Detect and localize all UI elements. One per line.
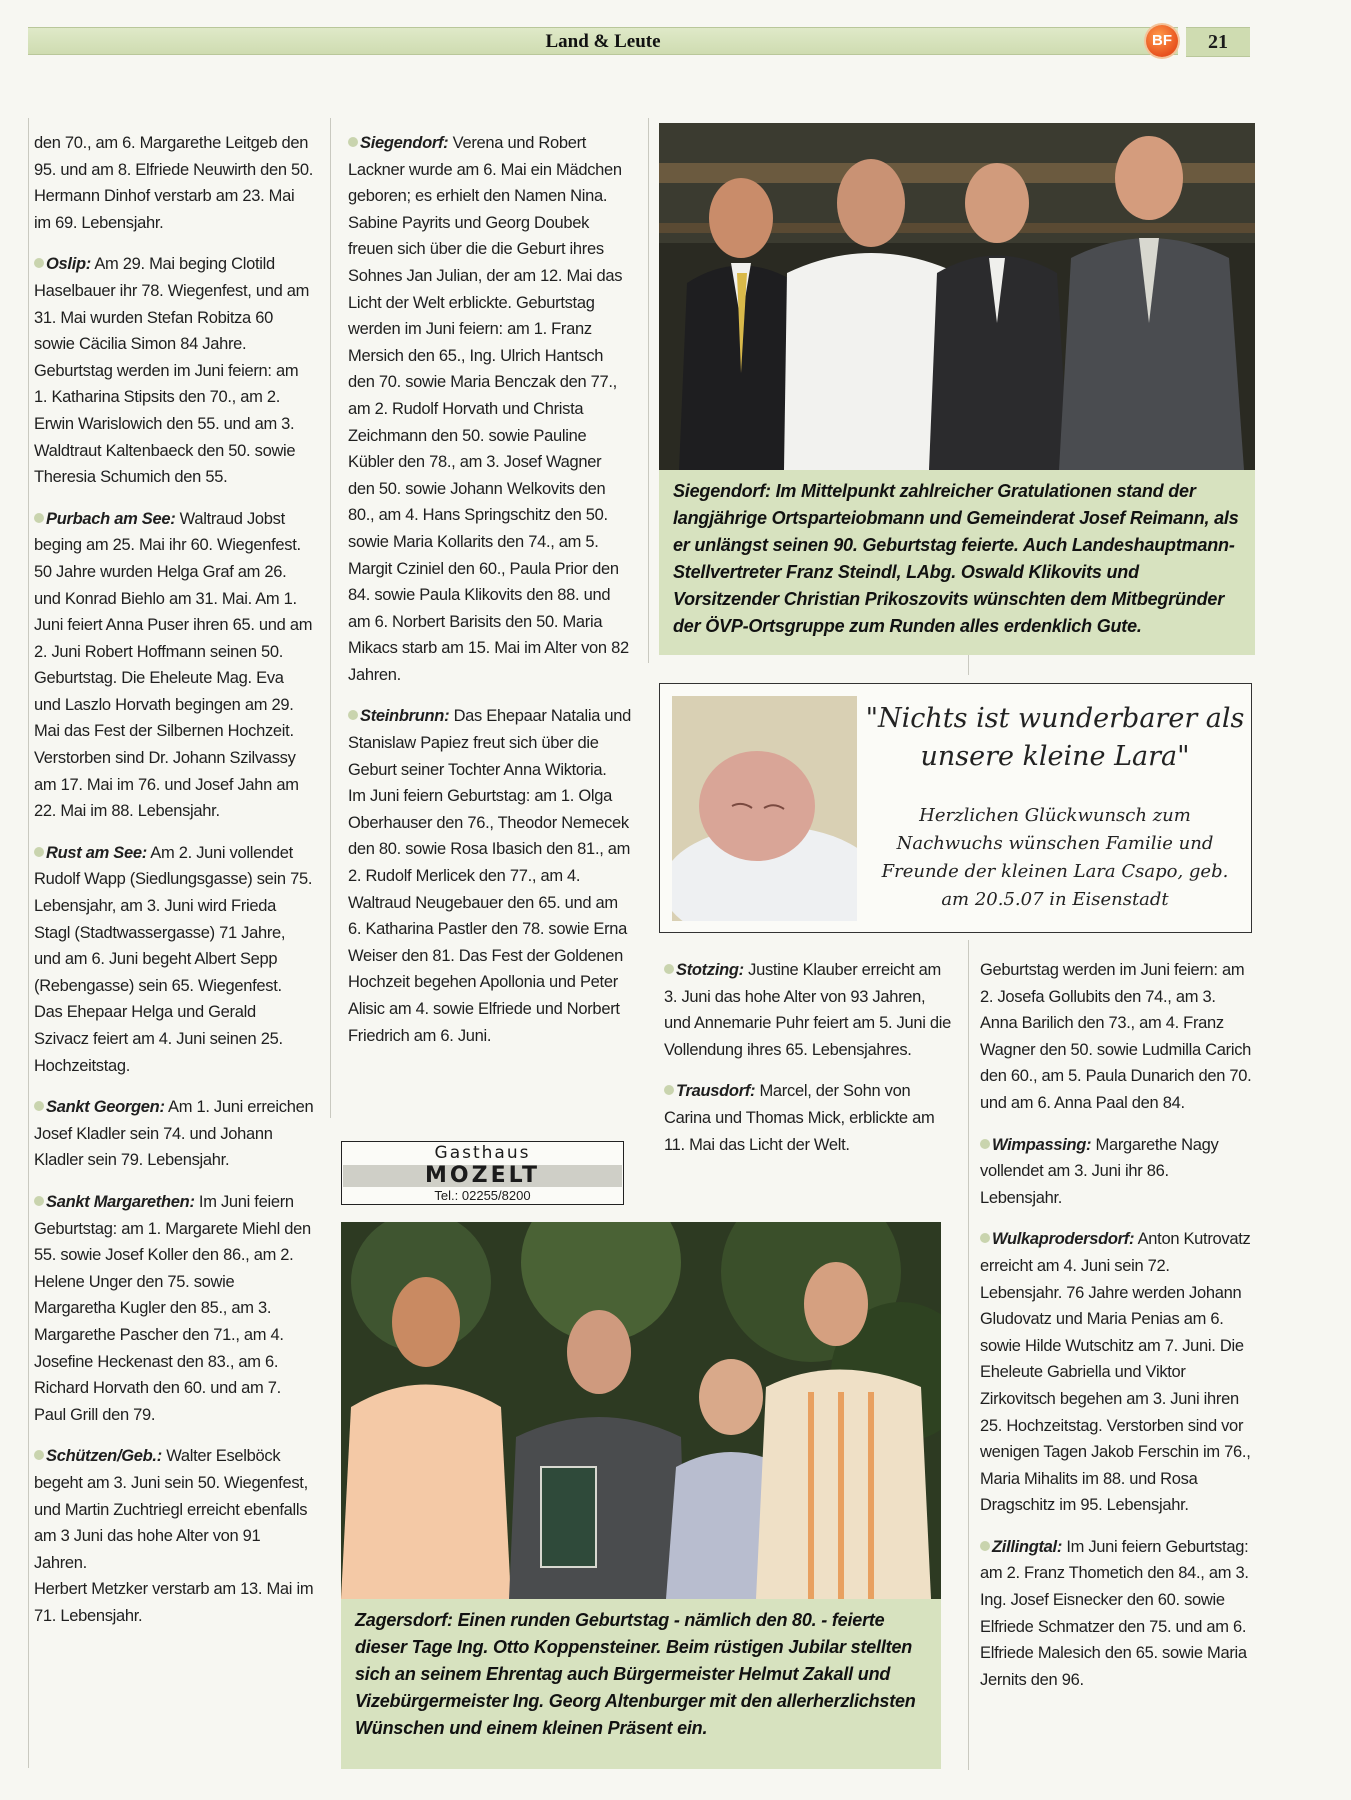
news-text: Am 29. Mai beging Clotild Haselbauer ihr 78. Wiegenfest, und am 31. Mai wurden Stefan Robitza 60 sowie Cäcilia Simon 84 Jahre. Geburtstag werden im Juni feiern: am 1. Katharina Stipsits den 70., am 2. Erwin Warislowich den 55. und am 3. Waldtraut Kaltenbaeck den 50. sowie Theresia Schumich den 55. bbox=[34, 255, 310, 487]
news-item bbox=[34, 840, 314, 1079]
ad-mozelt-phone: Tel.: 02255/8200 bbox=[434, 1188, 531, 1203]
news-item bbox=[34, 1576, 314, 1629]
news-item bbox=[34, 506, 314, 825]
lara-quote: "Nichts ist wunderbarer als unsere kleine Lara" bbox=[865, 703, 1245, 772]
place-name: Zillingtal: bbox=[992, 1537, 1063, 1556]
news-item bbox=[34, 251, 314, 490]
ad-gasthaus-mozelt bbox=[341, 1141, 624, 1205]
group-photo-illustration bbox=[659, 123, 1255, 470]
news-text: Herbert Metzker verstarb am 13. Mai im 71. Lebensjahr. bbox=[34, 1580, 314, 1625]
section-title: Land & Leute bbox=[545, 31, 661, 52]
bullet-dot-icon bbox=[664, 964, 674, 974]
news-item bbox=[664, 1078, 954, 1158]
news-text: Justine Klauber erreicht am 3. Juni das hohe Alter von 93 Jahren, und Annemarie Puhr feiert am 5. Juni die Vollendung ihres 65. Lebensjahres. bbox=[664, 961, 952, 1059]
news-text: Hermann Dinhof verstarb am 23. Mai im 69. Lebensjahr. bbox=[34, 187, 295, 232]
news-item bbox=[34, 130, 314, 183]
news-text: Anton Kutrovatz erreicht am 4. Juni sein 72. Lebensjahr. 76 Jahre werden Johann Gludovatz und Maria Penias am 6. sowie Hilde Wutschitz am 7. Juni. Die Eheleute Gabriella und Viktor Zirkovitsch begehen am 3. Juni ihren 25. Hochzeitstag. Verstorben sind vor wenigen Tagen Jakob Ferschin im 76., Maria Mihalits im 88. und Rosa Dragschitz im 95. Lebensjahr. bbox=[980, 1230, 1251, 1515]
photo-caption-siegendorf: Siegendorf: Im Mittelpunkt zahlreicher Gratulationen stand der langjährige Ortsparteiobmann und Gemeinderat Josef Reimann, als er unlängst seinen 90. Geburtstag feierte. Auch Landeshauptmann-Stellvertreter Franz Steindl, LAbg. Oswald Klikovits und Vorsitzender Christian Prikoszovits wünschten dem Mitbegründer der ÖVP-Ortsgruppe zum Runden alles erdenklich Gute. bbox=[659, 470, 1255, 655]
bullet-dot-icon bbox=[34, 513, 44, 523]
news-item bbox=[34, 1189, 314, 1428]
place-name: Purbach am See: bbox=[46, 509, 176, 528]
place-name: Siegendorf: bbox=[360, 134, 449, 152]
bullet-dot-icon bbox=[980, 1541, 990, 1551]
group-photo-illustration bbox=[341, 1222, 941, 1599]
column-rule bbox=[330, 118, 331, 1118]
news-item bbox=[664, 957, 954, 1063]
column-rule bbox=[28, 118, 29, 1768]
bullet-dot-icon bbox=[34, 1101, 44, 1111]
place-name: Schützen/Geb.: bbox=[46, 1447, 162, 1466]
page-number: 21 bbox=[1186, 27, 1250, 57]
place-name: Sankt Margarethen: bbox=[46, 1192, 195, 1211]
news-text: Marcel, der Sohn von Carina und Thomas Mick, erblickte am 11. Mai das Licht der Welt. bbox=[664, 1082, 935, 1154]
bullet-dot-icon bbox=[980, 1139, 990, 1149]
article-column-2 bbox=[348, 130, 632, 1064]
birth-announcement-lara bbox=[659, 683, 1252, 933]
bullet-dot-icon bbox=[34, 1450, 44, 1460]
news-text: Margarethe Nagy vollendet am 3. Juni ihr 86. Lebensjahr. bbox=[980, 1135, 1219, 1207]
news-item bbox=[980, 1226, 1255, 1519]
lara-wish-text: Herzlichen Glückwunsch zum Nachwuchs wünschen Familie und Freunde der kleinen Lara Csapo, geb. am 20.5.07 in Eisenstadt bbox=[881, 805, 1229, 910]
news-text: Walter Eselböck begeht am 3. Juni sein 50. Wiegenfest, und Martin Zuchtriegl erreicht ebenfalls am 3 Juni das hohe Alter von 91 Jahren. bbox=[34, 1447, 308, 1572]
place-name: Steinbrunn: bbox=[360, 707, 450, 726]
column-rule bbox=[968, 655, 969, 675]
bullet-dot-icon bbox=[34, 1196, 44, 1206]
news-text: Im Juni feiern Geburtstag: am 1. Margarete Miehl den 55. sowie Josef Koller den 86., am 2. Helene Unger den 75. sowie Margaretha Kugler den 85., am 3. Margarethe Pascher den 71., am 4. Josefine Heckenast den 83., am 6. Richard Horvath den 60. und am 7. Paul Grill den 79. bbox=[34, 1192, 311, 1424]
photo-siegendorf-group bbox=[659, 123, 1255, 470]
news-item bbox=[348, 703, 632, 783]
news-text: Waltraud Jobst beging am 25. Mai ihr 60. Wiegenfest. 50 Jahre wurden Helga Graf am 26. und Konrad Biehlo am 31. Mai. Am 1. Juni feiert Anna Puser ihren 65. und am 2. Juni Robert Hoffmann seinen 50. Geburtstag. Die Eheleute Mag. Eva und Laszlo Horvath begingen am 29. Mai das Fest der Silbernen Hochzeit. Verstorben sind Dr. Johann Szilvassy am 17. Mai im 76. und Josef Jahn am 22. Mai im 88. Lebensjahr. bbox=[34, 509, 313, 821]
place-name: Rust am See: bbox=[46, 843, 147, 862]
article-column-3 bbox=[664, 957, 954, 1173]
ad-mozelt-name: MOZELT bbox=[343, 1165, 622, 1187]
news-text: den 70., am 6. Margarethe Leitgeb den 95. und am 8. Elfriede Neuwirth den 50. bbox=[34, 134, 314, 179]
news-text: Im Juni feiern Geburtstag: am 1. Olga Oberhauser den 76., Theodor Nemecek den 80. sowie Rosa Ibasich den 81., am 2. Rudolf Merlicek den 77., am 4. Waltraud Neugebauer den 65. und am 6. Katharina Pastler den 78. sowie Erna Weiser den 81. Das Fest der Goldenen Hochzeit begehen Apollonia und Peter Alisic am 4. sowie Elfriede und Norbert Friedrich am 6. Juni. bbox=[348, 787, 631, 1045]
column-rule bbox=[968, 940, 969, 1770]
place-name: Wulkaprodersdorf: bbox=[992, 1230, 1135, 1249]
news-text: Im Juni feiern Geburtstag: am 2. Franz Thometich den 84., am 3. Ing. Josef Eisnecker den 60. sowie Elfriede Schmatzer den 75. und am 6. Elfriede Malesich den 65. sowie Maria Jernits den 96. bbox=[980, 1537, 1249, 1689]
news-item bbox=[348, 783, 632, 1049]
news-item bbox=[34, 183, 314, 236]
news-item bbox=[348, 130, 632, 688]
baby-photo bbox=[672, 696, 857, 921]
bullet-dot-icon bbox=[348, 710, 358, 720]
place-name: Trausdorf: bbox=[676, 1082, 756, 1101]
bf-logo: BF bbox=[1146, 25, 1178, 57]
ad-mozelt-line1: Gasthaus bbox=[434, 1143, 531, 1163]
photo-caption-zagersdorf: Zagersdorf: Einen runden Geburtstag - nämlich den 80. - feierte dieser Tage Ing. Otto Koppensteiner. Beim rüstigen Jubilar stellten sich an seinem Ehrentag auch Bürgermeister Helmut Zakall und Vizebürgermeister Ing. Georg Altenburger mit den allerherzlichsten Wünschen und einem kleinen Präsent ein. bbox=[341, 1599, 941, 1769]
news-text: Am 2. Juni vollendet Rudolf Wapp (Siedlungsgasse) sein 75. Lebensjahr, am 3. Juni wird Frieda Stagl (Stadtwassergasse) 71 Jahre, und am 6. Juni begeht Albert Sepp (Rebengasse) sein 65. Wiegenfest. Das Ehepaar Helga und Gerald Szivacz feiert am 4. Juni seinen 25. Hochzeitstag. bbox=[34, 843, 313, 1075]
news-text: Am 1. Juni erreichen Josef Kladler sein 74. und Johann Kladler sein 79. Lebensjahr. bbox=[34, 1098, 314, 1170]
article-column-1 bbox=[34, 130, 314, 1644]
section-header-bar bbox=[28, 27, 1178, 55]
news-text: Das Ehepaar Natalia und Stanislaw Papiez freut sich über die Geburt seiner Tochter Anna Wiktoria. bbox=[348, 707, 632, 779]
news-item bbox=[980, 1534, 1255, 1694]
place-name: Stotzing: bbox=[676, 961, 744, 979]
bullet-dot-icon bbox=[348, 137, 358, 147]
news-item bbox=[980, 1132, 1255, 1212]
baby-photo-illustration bbox=[672, 696, 857, 921]
article-column-4 bbox=[980, 957, 1255, 1708]
column-rule bbox=[648, 118, 649, 663]
place-name: Sankt Georgen: bbox=[46, 1098, 165, 1117]
news-item bbox=[34, 1443, 314, 1576]
bullet-dot-icon bbox=[34, 847, 44, 857]
news-text: Verena und Robert Lackner wurde am 6. Mai ein Mädchen geboren; es erhielt den Namen Nina. Sabine Payrits und Georg Doubek freuen sich über die die Geburt ihres Sohnes Jan Julian, der am 12. Mai das Licht der Welt erblickte. Geburtstag werden im Juni feiern: am 1. Franz Mersich den 65., Ing. Ulrich Hantsch den 70. sowie Maria Benczak den 77., am 2. Rudolf Horvath und Christa Zeichmann den 50. sowie Pauline Kübler den 78., am 3. Josef Wagner den 50. sowie Johann Welkovits den 80., am 4. Hans Springschitz den 50. sowie Maria Kollarits den 74., am 5. Margit Cziniel den 60., Paula Prior den 84. sowie Paula Klikovits den 88. und am 6. Norbert Barisits den 50. Maria Mikacs starb am 15. Mai im Alter von 82 Jahren. bbox=[348, 134, 629, 684]
news-item bbox=[980, 957, 1255, 1117]
photo-zagersdorf-group bbox=[341, 1222, 941, 1599]
bullet-dot-icon bbox=[664, 1085, 674, 1095]
news-text: Geburtstag werden im Juni feiern: am 2. Josefa Gollubits den 74., am 3. Anna Barilich den 73., am 4. Franz Wagner den 50. sowie Ludmilla Carich den 60., am 5. Paula Dunarich den 70. und am 6. Anna Paal den 84. bbox=[980, 961, 1252, 1112]
news-item bbox=[34, 1094, 314, 1174]
bullet-dot-icon bbox=[34, 258, 44, 268]
place-name: Wimpassing: bbox=[992, 1135, 1092, 1154]
bullet-dot-icon bbox=[980, 1233, 990, 1243]
place-name: Oslip: bbox=[46, 255, 91, 274]
